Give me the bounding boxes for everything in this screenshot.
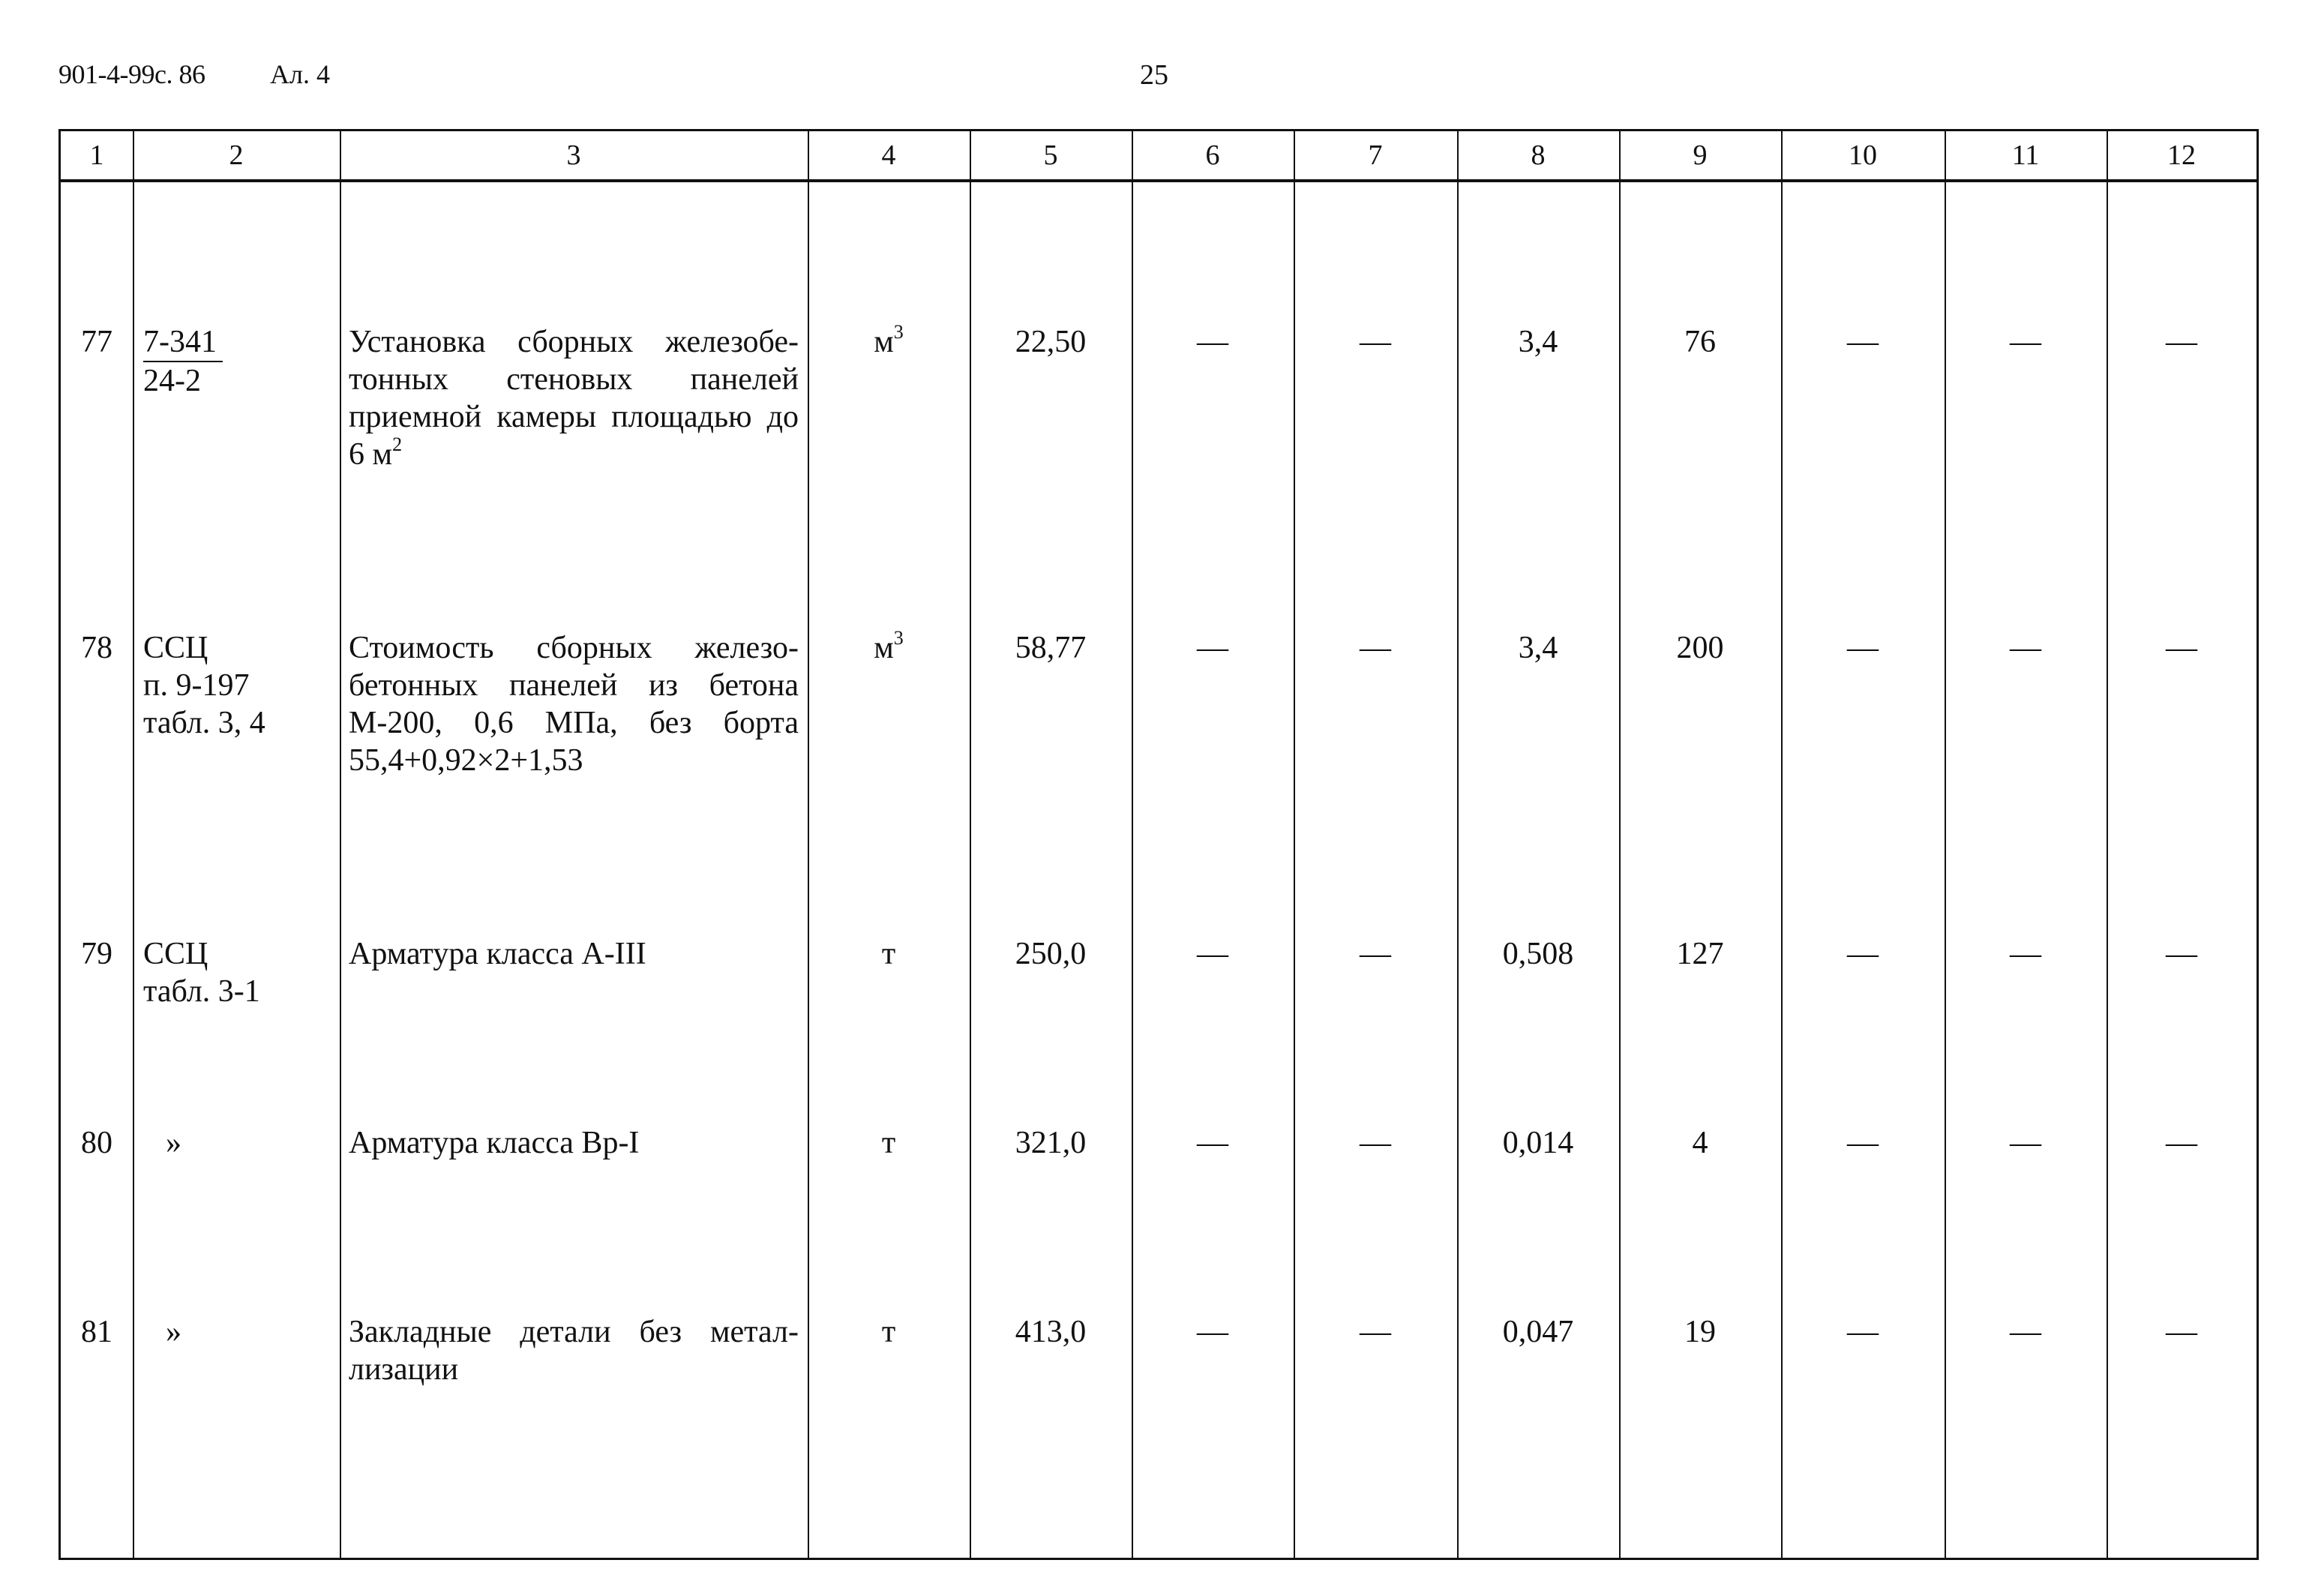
row-value: 3,4 xyxy=(1518,631,1558,665)
row-description: Стоимость сборных железо-бетонных панелей из бетона М-200, 0,6 МПа, без борта 55,4+0,92×2+1,53 xyxy=(349,631,799,778)
row-value: 321,0 xyxy=(1015,1126,1087,1160)
grid-line xyxy=(133,131,134,1558)
row-dash: — xyxy=(2010,1315,2041,1349)
row-dash: — xyxy=(1360,1315,1391,1349)
row-dash: — xyxy=(2010,631,2041,665)
row-description: Закладные детали без метал-лизации xyxy=(349,1315,799,1387)
row-dash: — xyxy=(2166,1126,2197,1160)
row-unit: т xyxy=(881,937,896,971)
doc-sheet: Ал. 4 xyxy=(270,59,330,89)
row-unit xyxy=(808,323,970,361)
row-value: 200 xyxy=(1676,631,1724,665)
column-header: 11 xyxy=(2011,140,2040,171)
row-value: 76 xyxy=(1684,325,1716,359)
column-header: 1 xyxy=(89,140,104,171)
row-value: 413,0 xyxy=(1015,1315,1087,1349)
row-unit: т xyxy=(881,1126,896,1160)
page-number: 25 xyxy=(1140,59,1168,91)
row-dash: — xyxy=(2166,325,2197,359)
row-value: 127 xyxy=(1676,937,1724,971)
row-unit: т xyxy=(881,1315,896,1349)
estimate-table xyxy=(58,129,2259,1560)
column-header: 12 xyxy=(2167,140,2196,171)
column-header: 2 xyxy=(229,140,244,171)
row-description: Арматура класса А-III xyxy=(349,937,646,971)
column-header: 4 xyxy=(881,140,896,171)
description-text: Установка сборных железобе-тонных стеновых панелей приемной камеры площадью до 6 м xyxy=(349,325,799,472)
column-header: 6 xyxy=(1205,140,1220,171)
row-number: 79 xyxy=(81,937,112,971)
column-header: 8 xyxy=(1531,140,1546,171)
row-code: » xyxy=(166,1315,181,1349)
row-dash: — xyxy=(2166,937,2197,971)
row-dash: — xyxy=(1847,937,1879,971)
row-value: 3,4 xyxy=(1518,325,1558,359)
row-dash: — xyxy=(1847,325,1879,359)
row-dash: — xyxy=(1197,631,1228,665)
row-value: 4 xyxy=(1692,1126,1708,1160)
row-code xyxy=(143,323,335,400)
row-dash: — xyxy=(1360,937,1391,971)
row-value: 0,508 xyxy=(1502,937,1574,971)
grid-line xyxy=(340,131,341,1558)
code-denominator: 24-2 xyxy=(143,364,201,398)
row-dash: — xyxy=(1360,631,1391,665)
row-dash: — xyxy=(1197,1126,1228,1160)
code-line: табл. 3-1 xyxy=(143,974,260,1009)
header-divider xyxy=(61,179,2257,182)
row-dash: — xyxy=(1847,1315,1879,1349)
row-value: 58,77 xyxy=(1015,631,1087,665)
unit-text: м xyxy=(874,631,894,665)
row-value: 0,014 xyxy=(1502,1126,1574,1160)
unit-superscript: 3 xyxy=(893,321,904,343)
code-line: п. 9-197 xyxy=(143,668,250,703)
row-number: 81 xyxy=(81,1315,112,1349)
row-dash: — xyxy=(1197,1315,1228,1349)
column-header: 10 xyxy=(1849,140,1877,171)
row-value: 22,50 xyxy=(1015,325,1087,359)
row-value: 250,0 xyxy=(1015,937,1087,971)
column-header: 3 xyxy=(566,140,581,171)
row-dash: — xyxy=(1847,631,1879,665)
row-code xyxy=(143,629,335,742)
row-code: » xyxy=(166,1126,181,1160)
row-value: 0,047 xyxy=(1502,1315,1574,1349)
row-dash: — xyxy=(1360,1126,1391,1160)
row-number: 78 xyxy=(81,631,112,665)
description-superscript: 2 xyxy=(392,434,403,455)
row-dash: — xyxy=(2166,1315,2197,1349)
row-dash: — xyxy=(1197,937,1228,971)
column-header: 9 xyxy=(1693,140,1708,171)
code-line: ССЦ xyxy=(143,937,208,971)
row-value: 19 xyxy=(1684,1315,1716,1349)
row-dash: — xyxy=(2010,1126,2041,1160)
row-dash: — xyxy=(2010,937,2041,971)
unit-superscript: 3 xyxy=(893,627,904,649)
row-dash: — xyxy=(1847,1126,1879,1160)
row-code xyxy=(143,935,335,1010)
doc-code: 901-4-99с. 86 xyxy=(58,59,205,89)
row-number: 80 xyxy=(81,1126,112,1160)
row-number: 77 xyxy=(81,325,112,359)
row-dash: — xyxy=(2010,325,2041,359)
row-unit xyxy=(808,629,970,667)
row-description: Арматура класса Вр-I xyxy=(349,1126,640,1160)
code-numerator: 7-341 xyxy=(143,323,223,362)
code-line: табл. 3, 4 xyxy=(143,706,265,740)
row-dash: — xyxy=(1197,325,1228,359)
row-description xyxy=(349,323,799,473)
code-line: ССЦ xyxy=(143,631,208,665)
row-dash: — xyxy=(2166,631,2197,665)
column-header: 5 xyxy=(1043,140,1058,171)
unit-text: м xyxy=(874,325,894,359)
row-dash: — xyxy=(1360,325,1391,359)
column-header: 7 xyxy=(1368,140,1383,171)
